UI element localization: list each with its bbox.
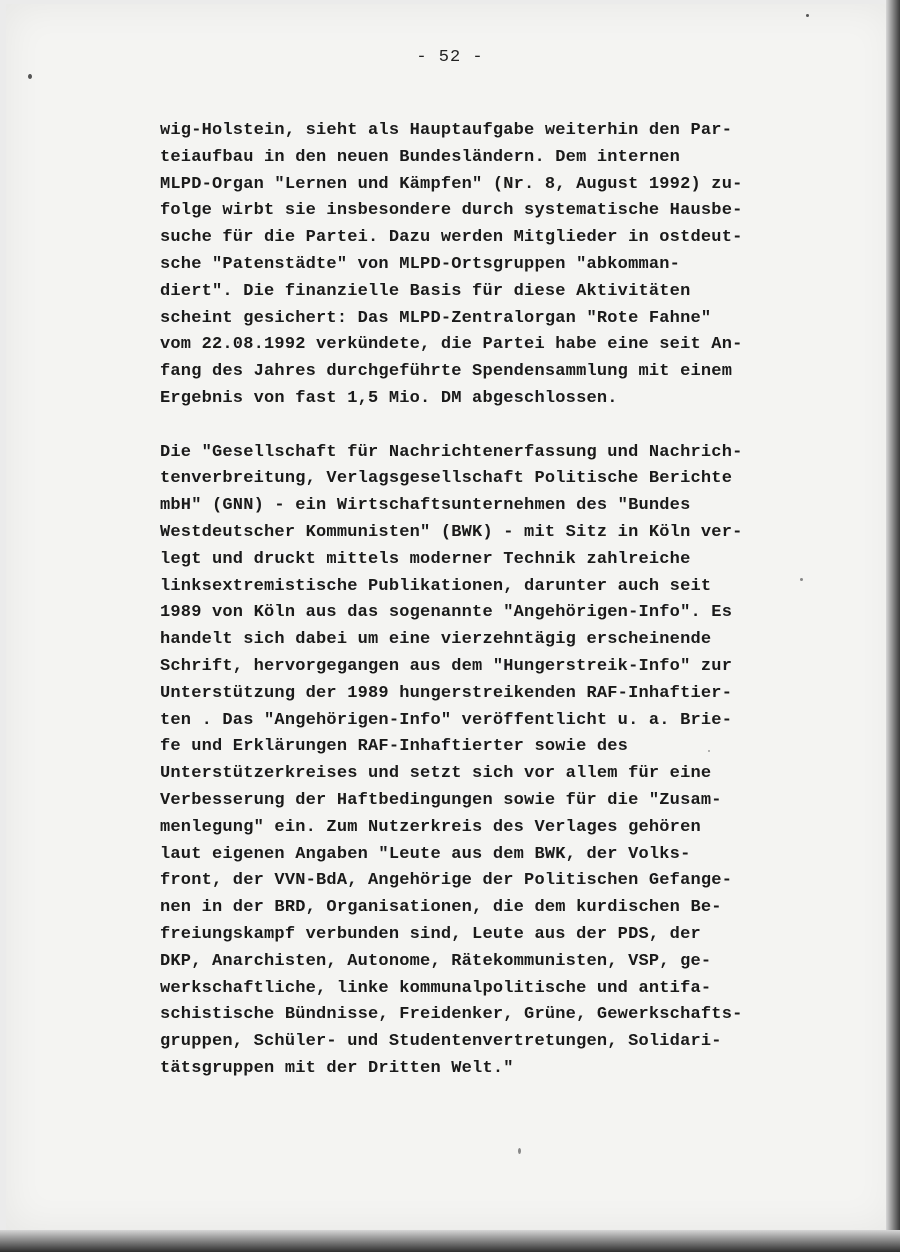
text-line: werkschaftliche, linke kommunalpolitische und antifa- [160, 978, 712, 998]
text-line: Verbesserung der Haftbedingungen sowie für die "Zusam- [160, 790, 722, 810]
text-line: MLPD-Organ "Lernen und Kämpfen" (Nr. 8, August 1992) zu- [160, 174, 743, 194]
text-line: teiaufbau in den neuen Bundesländern. Dem internen [160, 147, 681, 167]
text-line: 1989 von Köln aus das sogenannte "Angehörigen-Info". Es [160, 603, 733, 623]
text-line: Ergebnis von fast 1,5 Mio. DM abgeschlossen. [160, 388, 618, 408]
text-line: nen in der BRD, Organisationen, die dem kurdischen Be- [160, 898, 722, 918]
text-line: fe und Erklärungen RAF-Inhaftierter sowie des [160, 737, 629, 757]
text-line: Unterstützerkreises und setzt sich vor allem für eine [160, 764, 712, 784]
text-line: Schrift, hervorgegangen aus dem "Hungerstreik-Info" zur [160, 656, 733, 676]
text-line: diert". Die finanzielle Basis für diese Aktivitäten [160, 281, 691, 301]
paragraph-gnn [160, 440, 780, 1083]
text-line: suche für die Partei. Dazu werden Mitglieder in ostdeut- [160, 228, 743, 248]
text-line: folge wirbt sie insbesondere durch systematische Hausbe- [160, 201, 743, 221]
text-line: sche "Patenstädte" von MLPD-Ortsgruppen "abkomman- [160, 254, 681, 274]
text-line: DKP, Anarchisten, Autonome, Rätekommunisten, VSP, ge- [160, 951, 712, 971]
text-line: wig-Holstein, sieht als Hauptaufgabe weiterhin den Par- [160, 121, 733, 140]
scan-speck [806, 14, 809, 17]
text-line: handelt sich dabei um eine vierzehntägig erscheinende [160, 630, 712, 650]
text-line: front, der VVN-BdA, Angehörige der Politischen Gefange- [160, 871, 733, 891]
text-line: ten . Das "Angehörigen-Info" veröffentlicht u. a. Brie- [160, 710, 733, 730]
text-line: tenverbreitung, Verlagsgesellschaft Politische Berichte [160, 469, 733, 489]
text-line: mbH" (GNN) - ein Wirtschaftsunternehmen des "Bundes [160, 496, 691, 516]
scan-edge-right [886, 0, 900, 1252]
text-line: Die "Gesellschaft für Nachrichtenerfassung und Nachrich- [160, 442, 743, 462]
text-line: linksextremistische Publikationen, darunter auch seit [160, 576, 712, 596]
text-line: vom 22.08.1992 verkündete, die Partei habe eine seit An- [160, 335, 743, 355]
text-line: schistische Bündnisse, Freidenker, Grüne, Gewerkschafts- [160, 1005, 743, 1025]
paragraph-mlpd [160, 118, 780, 413]
page-number: - 52 - [416, 48, 484, 67]
scan-speck [800, 578, 803, 581]
text-line: Westdeutscher Kommunisten" (BWK) - mit Sitz in Köln ver- [160, 522, 743, 542]
scan-speck [28, 74, 32, 79]
text-line: menlegung" ein. Zum Nutzerkreis des Verlages gehören [160, 817, 701, 837]
text-line: Unterstützung der 1989 hungerstreikenden RAF-Inhaftier- [160, 683, 733, 703]
scan-edge-bottom [0, 1230, 900, 1252]
document-body [160, 118, 780, 1109]
text-line: freiungskampf verbunden sind, Leute aus der PDS, der [160, 924, 701, 944]
text-line: scheint gesichert: Das MLPD-Zentralorgan "Rote Fahne" [160, 308, 712, 328]
text-line: gruppen, Schüler- und Studentenvertretungen, Solidari- [160, 1032, 722, 1052]
scan-speck [518, 1148, 521, 1154]
text-line: laut eigenen Angaben "Leute aus dem BWK, der Volks- [160, 844, 691, 864]
text-line: tätsgruppen mit der Dritten Welt." [160, 1058, 514, 1078]
text-line: fang des Jahres durchgeführte Spendensammlung mit einem [160, 362, 733, 382]
text-line: legt und druckt mittels moderner Technik zahlreiche [160, 549, 691, 569]
